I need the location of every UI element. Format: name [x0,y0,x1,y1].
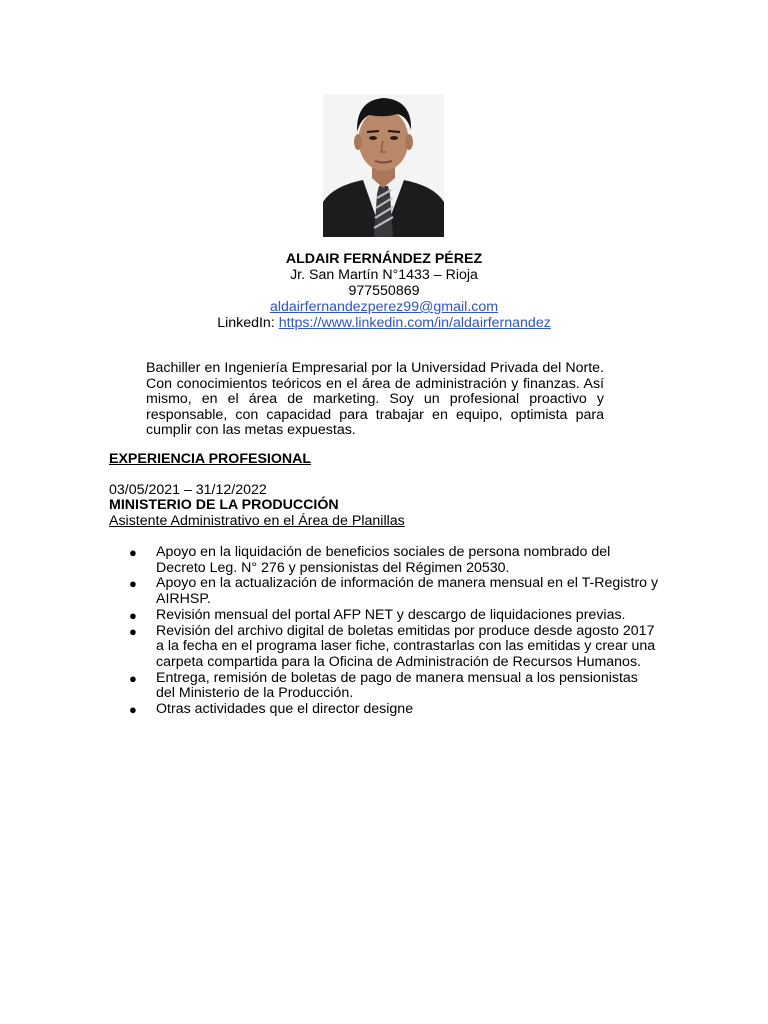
profile-photo [323,94,444,237]
bullet-icon: ● [129,670,137,686]
duty-text: Apoyo en la liquidación de beneficios sociales de persona nombrado del Decreto Leg. N° 276 y pensionistas del Régimen 20530. [156,544,611,576]
list-item [129,544,660,576]
profile-summary: Bachiller en Ingeniería Empresarial por la Universidad Privada del Norte. Con conocimientos teóricos en el área de administración y finanzas. Así mismo, en el área de marketing. Soy un profesional proactivo y responsable, con capacidad para trabajar en equipo, optimista para cumplir con las metas expuestas. [146,360,604,438]
job-company: MINISTERIO DE LA PRODUCCIÓN [109,497,339,513]
email-row [0,299,768,315]
bullet-icon: ● [129,702,137,718]
address: Jr. San Martín N°1433 – Rioja [290,267,478,283]
linkedin-link[interactable]: https://www.linkedin.com/in/aldairfernandez [278,315,551,331]
bullet-icon: ● [129,623,137,639]
bullet-icon: ● [129,607,137,623]
linkedin-row [0,315,768,331]
duty-text: Otras actividades que el director designe [156,701,414,718]
duty-text: Entrega, remisión de boletas de pago de manera mensual a los pensionistas del Ministerio de la Producción. [156,669,638,702]
list-item [129,606,660,624]
linkedin-label: LinkedIn: [217,315,275,331]
candidate-name: ALDAIR FERNÁNDEZ PÉREZ [285,251,483,267]
bullet-icon: ● [129,576,137,592]
contact-header [0,251,768,331]
list-item [129,622,660,671]
duty-text: Revisión del archivo digital de boletas emitidas por produce desde agosto 2017 a la fecha en el programa laser fiche, contrastarlas con las emitidas y crear una carpeta compartida para la Oficina de Administración de Recursos Humanos. [156,622,656,670]
section-title-experience: EXPERIENCIA PROFESIONAL [109,451,312,467]
list-item [129,669,660,702]
job-role: Asistente Administrativo en el Área de Planillas [109,513,405,529]
list-item [129,701,660,718]
list-item [129,575,660,608]
duty-text: Apoyo en la actualización de información de manera mensual en el T-Registro y AIRHSP. [156,575,659,608]
email-link[interactable]: aldairfernandezperez99@gmail.com [269,299,499,315]
job-duties-list [129,544,660,718]
job-dates: 03/05/2021 – 31/12/2022 [109,482,267,498]
phone-number: 977550869 [348,283,420,299]
bullet-icon: ● [129,545,137,560]
duty-text: Revisión mensual del portal AFP NET y descargo de liquidaciones previas. [156,606,626,623]
